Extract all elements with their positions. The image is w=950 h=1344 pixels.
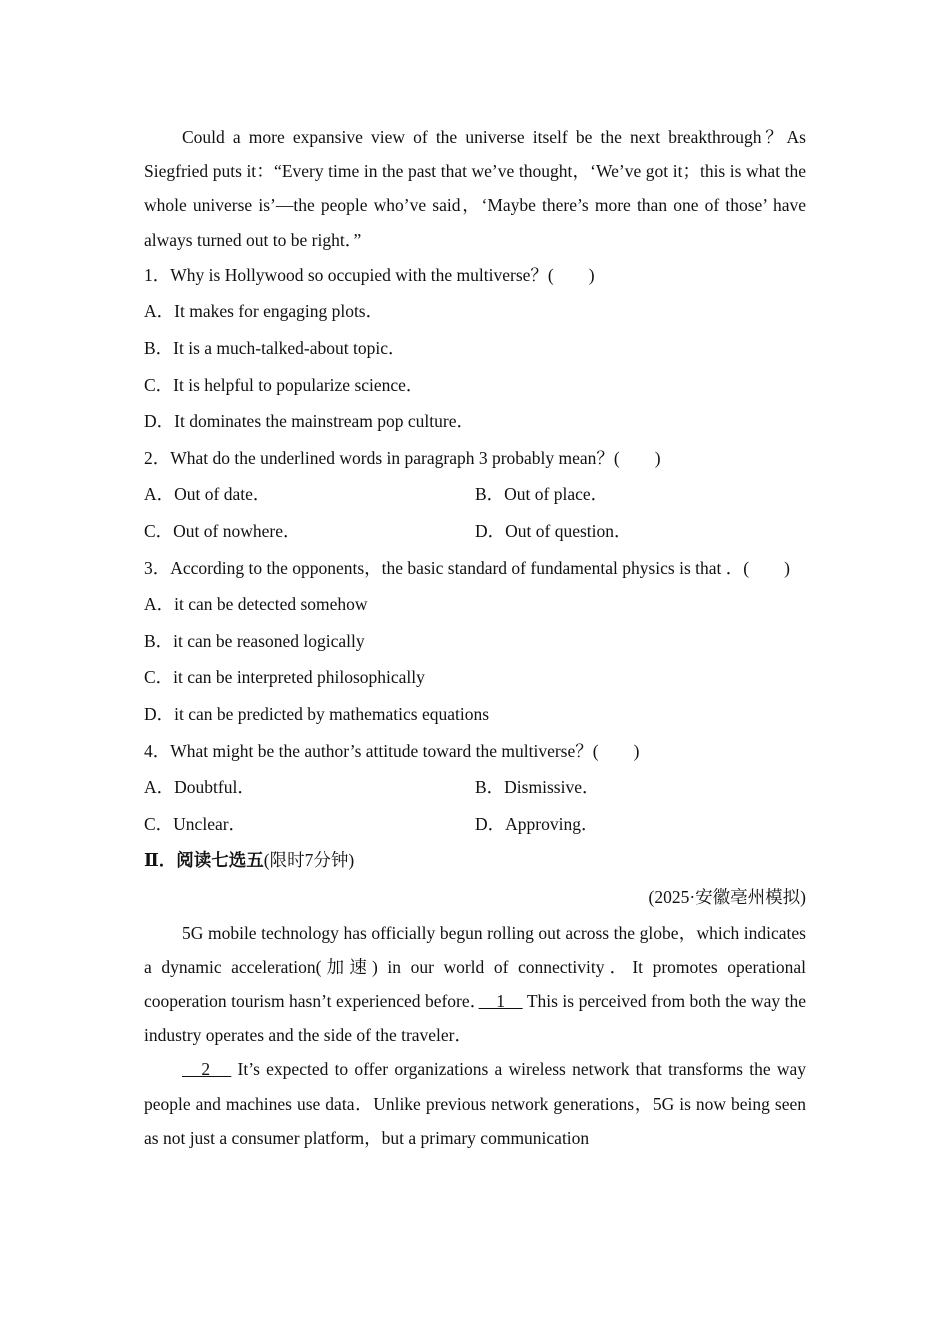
section-heading	[144, 842, 806, 879]
option-b: B．it can be reasoned logically	[144, 630, 365, 651]
option-d: D．Approving．	[475, 813, 599, 834]
question-4	[144, 733, 806, 843]
question-1	[144, 257, 806, 440]
source-citation: (2025·安徽亳州模拟)	[648, 886, 806, 907]
option-a: A．Doubtful．	[144, 777, 255, 798]
question-stem: 2．What do the underlined words in paragraph 3 probably mean？( )	[144, 447, 661, 468]
question-stem: 3．According to the opponents，the basic standard of fundamental physics is that ．( )	[144, 557, 790, 578]
section-time-limit: (限时7分钟)	[263, 850, 355, 871]
option-d: D．It dominates the mainstream pop culture．	[144, 411, 474, 432]
document-page	[144, 120, 806, 1155]
option-d: D．it can be predicted by mathematics equations	[144, 703, 490, 724]
option-b: B．Out of place．	[475, 484, 609, 505]
paragraph-text: 5G mobile technology has officially begun rolling out across the globe，which indicates a dynamic acceleration(加速) in our world of connectivity．It promotes operational cooperation tourism hasn’t experienced before．	[144, 922, 806, 1011]
option-c: C．it can be interpreted philosophically	[144, 667, 425, 688]
paragraph-text: This is perceived from both the way the industry operates and the side of the traveler．	[144, 990, 807, 1046]
question-3	[144, 550, 806, 733]
option-a: A．Out of date．	[144, 484, 271, 505]
section-paragraph-2	[144, 1052, 806, 1155]
question-2	[144, 440, 806, 550]
section-title: Ⅱ．阅读七选五	[144, 850, 264, 871]
section-paragraph-1	[144, 916, 806, 1053]
question-stem: 1．Why is Hollywood so occupied with the multiverse？( )	[144, 264, 595, 285]
option-c: C．Unclear．	[144, 813, 247, 834]
blank-2: 2	[182, 1059, 232, 1080]
passage-end-paragraph: Could a more expansive view of the universe itself be the next breakthrough？As Siegfried puts it：“Every time in the past that we’ve thought，‘We’ve got it；this is what the whole universe is’—the people who’ve said，‘Maybe there’s more than one of those’ have always turned out to be right．”	[144, 127, 806, 250]
option-c: C．It is helpful to popularize science．	[144, 374, 424, 395]
option-c: C．Out of nowhere．	[144, 520, 301, 541]
option-a: A．It makes for engaging plots．	[144, 301, 384, 322]
question-stem: 4．What might be the author’s attitude toward the multiverse？( )	[144, 740, 640, 761]
option-b: B．It is a much-talked-about topic．	[144, 338, 406, 358]
paragraph-text: It’s expected to offer organizations a wireless network that transforms the way people and machines use data．Unlike previous network generations，5G is now being seen as not just a consumer platform，but a primary communication	[144, 1059, 806, 1148]
option-a: A．it can be detected somehow	[144, 594, 368, 615]
option-d: D．Out of question．	[475, 520, 632, 541]
blank-1: 1	[478, 990, 523, 1011]
option-b: B．Dismissive．	[475, 777, 600, 798]
